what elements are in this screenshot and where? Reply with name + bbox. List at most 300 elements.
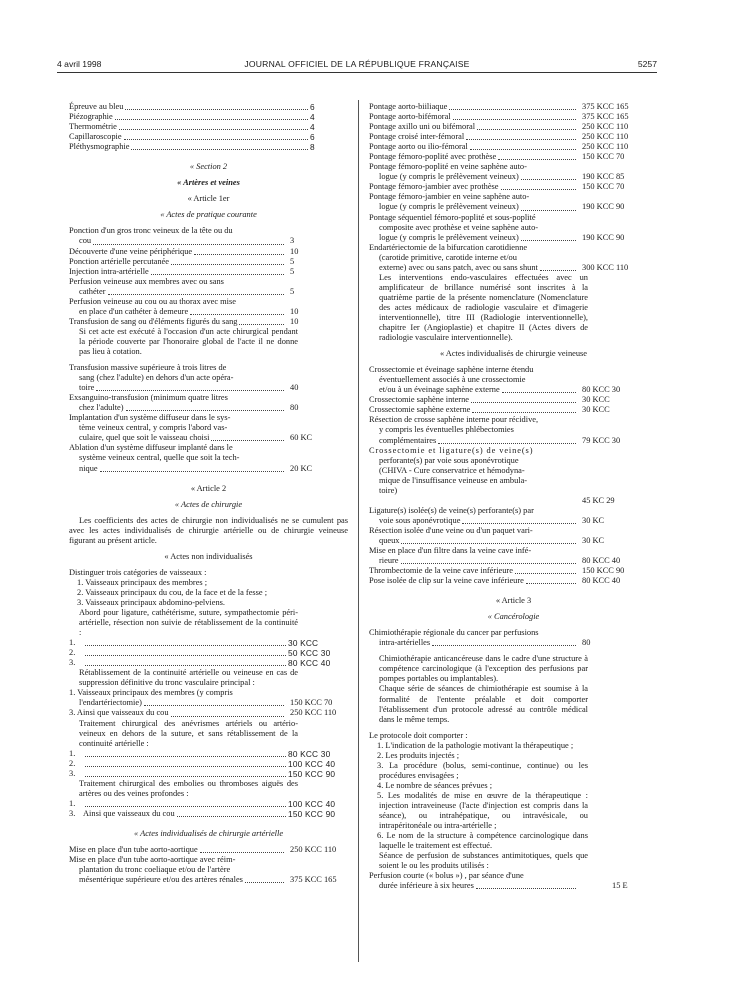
dotted-leader <box>108 294 285 295</box>
entry-last-line <box>369 395 578 405</box>
table-entry <box>69 648 348 658</box>
entry-text-line: Mise en place d'un tube aorto-aortique avec réim- <box>69 855 236 865</box>
entry-value: 300 KCC 110 <box>582 262 629 272</box>
table-entry <box>369 628 658 648</box>
entry-text-line: Injection intra-artérielle <box>69 266 149 276</box>
dotted-leader <box>194 254 284 255</box>
table-entry <box>69 267 348 277</box>
entry-last-line <box>369 172 578 182</box>
header-page-number: 5257 <box>637 59 657 69</box>
entry-text-line: Thrombectomie de la veine cave inférieure <box>369 566 513 576</box>
dotted-leader <box>177 816 286 817</box>
entry-last-line <box>369 566 578 576</box>
entry-text-line: complémentaires <box>379 435 437 445</box>
entry-number: 2. <box>69 758 76 768</box>
table-entry <box>369 365 658 395</box>
entry-last-line <box>369 132 578 142</box>
entry-last-line <box>69 845 286 855</box>
dotted-leader <box>476 888 576 889</box>
dotted-leader <box>540 270 576 271</box>
entry-value: 10 <box>290 316 299 326</box>
abord-entries <box>69 638 348 668</box>
entry-text-line: Endartériectomie de la bifurcation carotidienne <box>369 242 528 252</box>
entry-text-line: Pontage fémoro-poplité en veine saphène auto- <box>369 162 527 172</box>
entry-number: 2. <box>69 648 76 658</box>
dotted-leader <box>471 402 576 403</box>
pratique-courante-heading: « Actes de pratique courante <box>160 210 257 220</box>
table-entry <box>69 749 348 759</box>
dotted-leader <box>85 776 286 777</box>
list-item: 2. Les produits injectés ; <box>377 750 460 760</box>
entry-text-line: en place d'un cathéter à demeure <box>79 306 189 316</box>
entry-last-line <box>69 875 286 885</box>
entry-value: 5 <box>290 266 295 276</box>
table-entry <box>369 405 658 415</box>
entry-value: 10 <box>290 246 299 256</box>
dotted-leader <box>432 645 576 646</box>
entry-text-line: Implantation d'un système diffuseur dans le sys- <box>69 413 231 423</box>
entry-value: 80 <box>582 638 591 648</box>
entry-text-line: logue (y compris le prélèvement veineux) <box>379 202 519 212</box>
entry-last-line <box>69 287 286 297</box>
entry-text-line: culaire, quel que soit le vaisseau choisi <box>79 433 210 443</box>
dotted-leader <box>438 443 576 444</box>
entry-text-line: sang (chez l'adulte) en dehors d'un acte opéra- <box>79 373 234 383</box>
chiva-text-line: Crossectomie et ligature(s) de veine(s) <box>369 445 534 455</box>
entry-last-line <box>369 202 578 212</box>
entry-text-line: 3. Ainsi que vaisseaux du cou <box>69 708 169 718</box>
entry-value: 30 KCC <box>582 395 610 405</box>
entry-value: 40 <box>290 383 299 393</box>
dotted-leader <box>171 264 284 265</box>
list-item: 2. Vaisseaux principaux du cou, de la face et de la fesse ; <box>77 587 268 597</box>
entry-value: 6 <box>310 102 315 112</box>
entry-value: 190 KCC 85 <box>582 172 625 182</box>
dotted-leader <box>521 240 576 241</box>
entry-last-line <box>69 383 286 393</box>
protocole-items <box>369 741 658 852</box>
entry-last-line <box>369 405 578 415</box>
entry-text-line: Transfusion de sang ou d'éléments figurés du sang <box>69 316 238 326</box>
table-entry <box>69 855 348 885</box>
table-entry <box>369 162 658 182</box>
entry-text-line: l'endartériectomie) <box>79 698 142 708</box>
entry-text-line: et/ou à un éveinage saphène externe <box>379 385 500 395</box>
entry-text-line: Pontage axillo uni ou bifémoral <box>369 122 476 132</box>
entry-value: 100 KCC 40 <box>288 758 336 769</box>
entry-last-line <box>369 112 578 122</box>
table-entry <box>69 845 348 855</box>
table-entry <box>69 277 348 297</box>
entry-text-line: 1. Vaisseaux principaux des membres (y compris <box>69 688 233 698</box>
entry-last-line <box>369 556 578 566</box>
entry-last-line <box>69 236 286 246</box>
entry-value: 250 KCC 110 <box>582 142 629 152</box>
entry-value: 375 KCC 165 <box>582 112 629 122</box>
entry-value: 190 KCC 90 <box>582 202 625 212</box>
list-item: 4. Le nombre de séances prévues ; <box>377 780 493 790</box>
entry-text-line: Ponction d'un gros tronc veineux de la tête ou du <box>69 226 233 236</box>
entry-text-line: cathéter <box>79 286 106 296</box>
chiva-text-line: toire) <box>379 485 398 495</box>
right-column <box>369 102 658 891</box>
entry-value: 150 KCC 90 <box>288 768 336 779</box>
table-entry <box>69 363 348 393</box>
list-item: 3. Vaisseaux principaux abdomino-pelviens. <box>77 597 226 607</box>
table-entry <box>369 122 658 132</box>
entry-text-line: Pontage aorto-biiliaque <box>369 102 448 111</box>
cancerologie-heading: « Cancérologie <box>487 612 540 622</box>
dotted-leader <box>85 806 286 807</box>
dotted-leader <box>171 716 284 717</box>
entry-text: Pléthysmographie <box>69 142 130 152</box>
entry-number: 1. <box>69 748 76 758</box>
dotted-leader <box>85 645 286 646</box>
entry-text-line: Crossectomie saphène externe <box>369 405 471 415</box>
dotted-leader <box>526 583 576 584</box>
entry-last-line <box>69 317 286 327</box>
dotted-leader <box>477 129 576 130</box>
entry-last-line <box>69 464 286 474</box>
arteres-veines-heading: « Artères et veines <box>177 178 240 188</box>
entry-text-line: Perfusion courte (« bolus ») , par séance d'une <box>369 871 524 881</box>
dotted-leader <box>449 109 576 110</box>
entry-value: 150 KCC 70 <box>290 698 333 708</box>
entry-value: 250 KCC 110 <box>582 132 629 142</box>
table-entry <box>369 415 658 445</box>
left-column <box>69 102 348 885</box>
entry-text-line: Pose isolée de clip sur la veine cave inférieure <box>369 576 524 586</box>
entry-value: 5 <box>290 256 295 266</box>
pratique-entries-2 <box>69 363 348 474</box>
coefficients-paragraph: Les coefficients des actes de chirurgie non individualisés ne se cumulent pas avec les actes individualisés de chirurgie artérielle ou de chirurgie veineuse figurant au présent article. <box>69 515 348 545</box>
dotted-leader <box>85 756 286 757</box>
entry-value: 60 KC <box>290 433 313 443</box>
entry-text-line: durée inférieure à six heures <box>379 881 474 891</box>
dotted-leader <box>521 210 576 211</box>
entry-text-line: Pontage fémoro-jambier avec prothèse <box>369 182 499 192</box>
dotted-leader <box>93 244 284 245</box>
dotted-leader <box>200 852 284 853</box>
table-entry <box>369 526 658 546</box>
entry-text-line: Résection isolée d'une veine ou d'un paquet vari- <box>369 525 533 535</box>
entry-text-line: Pontage fémoro-poplité avec prothèse <box>369 152 497 162</box>
table-entry <box>369 395 658 405</box>
entry-number: 1. <box>69 638 76 648</box>
section-2-heading: « Section 2 <box>189 162 228 172</box>
article-2-heading: « Article 2 <box>190 483 227 493</box>
entry-text-line: Pontage fémoro-jambier en veine saphène auto- <box>369 192 530 202</box>
article-1-heading: « Article 1er <box>187 194 230 204</box>
table-entry <box>369 142 658 152</box>
dotted-leader <box>211 440 284 441</box>
table-entry <box>69 226 348 246</box>
seance-paragraph: Séance de perfusion de substances antimitotiques, quels que soient le ou les produits utilisés : <box>379 851 588 871</box>
list-item: 3. La procédure (bolus, semi-continue, continue) ou les procédures envisagées ; <box>377 760 588 780</box>
dotted-leader <box>126 410 284 411</box>
dotted-leader <box>85 655 286 656</box>
entry-text: Thermométrie <box>69 122 117 132</box>
entry-value: 50 KCC 30 <box>288 648 331 659</box>
entry-text: Épreuve au bleu <box>69 102 124 111</box>
chiva-value: 45 KC 29 <box>582 495 615 505</box>
chirurgie-veineuse-entries-2 <box>369 506 658 586</box>
entry-text-line: cou <box>79 236 92 246</box>
entry-number: 3. <box>69 658 76 668</box>
chirurgie-arterielle-entries <box>69 845 348 885</box>
entry-value: 80 KCC 40 <box>288 658 331 669</box>
entry-text-line: Pontage aorto-bifémoral <box>369 112 451 122</box>
entry-text-line: mésentérique supérieure et/ou des artères rénales <box>79 875 243 885</box>
chiva-text-line: mique de l'insuffisance veineuse en ambula- <box>379 475 528 485</box>
chirurgie-veineuse-heading: « Actes individualisés de chirurgie veineuse <box>439 349 588 359</box>
dotted-leader <box>502 392 576 393</box>
entry-last-line <box>69 708 286 718</box>
entry-value: 80 KCC 40 <box>582 556 621 566</box>
entry-last-line <box>369 182 578 192</box>
retablissement-paragraph: Rétablissement de la continuité artérielle ou veineuse en cas de suppression définitive du tronc vasculaire principal : <box>79 668 298 688</box>
column-divider <box>358 100 359 962</box>
table-entry <box>69 122 348 132</box>
perfusion-courte-entry <box>369 871 658 891</box>
interventions-paragraph: Les interventions endo-vasculaires effectuées avec un amplificateur de brillance numérisé sont inscrites à la quatrième partie de la présente nomenclature (Nomenclature des actes médicaux de radiologie vasculaire et d'imagerie interventionnelle), titre III (Radiologie interventionnelle), chapitre Ier (Angioplastie) et chapitre II (Actes divers de radiologie vasculaire interventionnelle). <box>379 272 588 343</box>
pontage-entries <box>369 102 658 273</box>
entry-value: 250 KCC 110 <box>290 708 337 718</box>
table-entry <box>369 102 658 112</box>
article-3-heading: « Article 3 <box>495 596 532 606</box>
entry-value: 100 KCC 40 <box>288 798 336 809</box>
entry-last-line <box>369 263 578 273</box>
entry-text-line: logue (y compris le prélèvement veineux) <box>379 172 519 182</box>
dotted-leader <box>85 766 286 767</box>
table-entry <box>369 871 658 891</box>
entry-text-line: logue (y compris le prélèvement veineux) <box>379 232 519 242</box>
entry-value: 30 KCC <box>288 638 319 649</box>
retablissement-entries <box>69 688 348 718</box>
entry-value: 30 KCC <box>582 405 610 415</box>
entry-text-line: Pontage croisé inter-fémoral <box>369 132 465 142</box>
entry-value: 150 KCC 90 <box>288 808 336 819</box>
table-entry <box>369 576 658 586</box>
anevrismes-entries <box>69 749 348 779</box>
entry-last-line <box>69 403 286 413</box>
table-entry <box>69 443 348 473</box>
list-item: 6. Le nom de la structure à compétence carcinologique dans laquelle le traitement est effectué. <box>377 831 588 851</box>
table-entry <box>69 708 348 718</box>
dotted-leader <box>115 119 308 120</box>
dotted-leader <box>100 471 284 472</box>
entry-number: 1. <box>69 798 76 808</box>
entry-value: 5 <box>290 286 295 296</box>
entry-text-line: éventuellement associés à une crossectomie <box>379 375 526 385</box>
entry-text-line: Résection de crosse saphène interne pour récidive, <box>369 415 539 425</box>
entry-text-line: Chimiothérapie régionale du cancer par perfusions <box>369 628 539 638</box>
entry-text-line: queux <box>379 535 400 545</box>
entry-text-line: Exsanguino-transfusion (minimum quatre litres <box>69 393 228 403</box>
entry-text-line: Ablation d'un système diffuseur implanté dans le <box>69 443 233 453</box>
table-entry <box>69 257 348 267</box>
entry-text: Piézographie <box>69 112 113 122</box>
entry-text-line: Transfusion massive supérieure à trois litres de <box>69 363 227 373</box>
entry-last-line <box>369 536 578 546</box>
entry-text-line: plantation du tronc coeliaque et/ou de l'artère <box>79 865 231 875</box>
embolies-paragraph: Traitement chirurgical des embolies ou thromboses aiguës des artères ou des veines profondes : <box>79 778 298 798</box>
chiva-text-line: perforante(s) par voie sous aponévrotique <box>379 455 519 465</box>
table-entry <box>69 297 348 317</box>
entry-value: 250 KCC 110 <box>582 122 629 132</box>
entry-text-line: chez l'adulte) <box>79 403 124 413</box>
non-individualises-heading: « Actes non individualisés <box>164 551 253 561</box>
entry-value: 80 <box>290 403 299 413</box>
dotted-leader <box>472 412 576 413</box>
dotted-leader <box>239 324 284 325</box>
table-entry <box>69 317 348 327</box>
chirurgie-heading: « Actes de chirurgie <box>174 499 243 509</box>
entry-text-line: Pontage aorto ou ilio-fémoral <box>369 142 468 152</box>
entry-last-line <box>69 698 286 708</box>
dotted-leader <box>144 705 284 706</box>
dotted-leader <box>501 189 576 190</box>
entry-number: 3. <box>69 808 76 818</box>
table-entry <box>369 243 658 273</box>
si-cet-acte-paragraph: Si cet acte est exécuté à l'occasion d'un acte chirurgical pendant la période couverte par l'honoraire global de l'acte il ne donne pas lieu à cotation. <box>79 326 298 356</box>
dotted-leader <box>125 109 308 110</box>
entry-last-line <box>369 122 578 132</box>
table-entry <box>369 213 658 243</box>
list-item: 5. Les modalités de mise en œuvre de la thérapeutique : injection intraveineuse (l'acte d'injection est compris dans la séance), ou intrahépatique, ou intravésicale, ou intrapéritonéale ou intra-artérielle ; <box>377 790 588 831</box>
distinguer-text: Distinguer trois catégories de vaisseaux : <box>69 567 207 577</box>
chiva-text-line: (CHIVA - Cure conservatrice et hémodyna- <box>379 465 525 475</box>
entry-value: 190 KCC 90 <box>582 232 625 242</box>
dotted-leader <box>498 159 576 160</box>
dotted-leader <box>85 665 286 666</box>
abord-paragraph: Abord pour ligature, cathétérisme, suture, sympathectomie péri-artérielle, résection non suivie de rétablissement de la continuité : <box>79 608 298 638</box>
entry-last-line <box>369 233 578 243</box>
entry-last-line <box>369 516 578 526</box>
table-entry <box>69 759 348 769</box>
entry-last-line <box>369 385 578 395</box>
entry-value: 30 KC <box>582 515 605 525</box>
dotted-leader <box>119 129 308 130</box>
entry-text-line: Crossectomie et éveinage saphène interne étendu <box>369 365 534 375</box>
entry-text: Ainsi que vaisseaux du cou <box>83 808 175 818</box>
entry-text-line: Crossectomie saphène interne <box>369 395 470 405</box>
entry-text: Capillaroscopie <box>69 132 122 142</box>
entry-text-line: y compris les éventuelles phlébectomies <box>379 425 514 435</box>
table-entry <box>369 132 658 142</box>
dotted-leader <box>245 882 284 883</box>
header-title: JOURNAL OFFICIEL DE LA RÉPUBLIQUE FRANÇAISE <box>244 59 470 69</box>
chimio-anticancereuse-paragraph: Chimiothérapie anticancéreuse dans le cadre d'une structure à compétence carcinologique (à l'exception des perfusions par pompes portables ou implantables). <box>379 654 588 684</box>
entry-value: 15 E <box>612 881 628 891</box>
entry-value: 4 <box>310 122 315 133</box>
table-entry <box>369 506 658 526</box>
dotted-leader <box>470 149 576 150</box>
entry-text-line: Ponction artérielle percutanée <box>69 256 169 266</box>
table-entry <box>369 546 658 566</box>
vaisseaux-list <box>69 578 348 608</box>
anevrismes-paragraph: Traitement chirurgical des anévrismes artériels ou artério-veineux en dehors de la suture, et sans rétablissement de la continuité artérielle : <box>79 718 298 748</box>
dotted-leader <box>190 314 284 315</box>
entry-text-line: Découverte d'une veine périphérique <box>69 246 193 256</box>
list-item: 1. Vaisseaux principaux des membres ; <box>77 577 208 587</box>
entry-value: 150 KCC 70 <box>582 182 625 192</box>
entry-text-line: toire <box>79 383 95 393</box>
list-item: 1. L'indication de la pathologie motivant la thérapeutique ; <box>377 740 574 750</box>
entry-text-line: Mise en place d'un filtre dans la veine cave infé- <box>369 545 532 555</box>
entry-text-line: rieure <box>379 556 399 566</box>
dotted-leader <box>401 563 576 564</box>
table-entry <box>369 112 658 122</box>
table-entry <box>69 638 348 648</box>
entry-value: 10 <box>290 306 299 316</box>
dotted-leader <box>515 573 576 574</box>
entry-last-line <box>369 102 578 112</box>
table-entry <box>69 247 348 257</box>
top-entries <box>69 102 348 152</box>
entry-text-line: (carotide primitive, carotide interne et/ou <box>379 252 517 262</box>
entry-text-line: Perfusion veineuse au cou ou au thorax avec mise <box>69 296 236 306</box>
entry-value: 375 KCC 165 <box>582 102 629 111</box>
chiva-entry <box>369 446 658 506</box>
entry-last-line <box>369 436 578 446</box>
entry-text-line: système veineux central, quelle que soit la tech- <box>79 453 240 463</box>
table-entry <box>369 152 658 162</box>
dotted-leader <box>401 543 576 544</box>
table-entry <box>69 413 348 443</box>
entry-number: 3. <box>69 768 76 778</box>
dotted-leader <box>466 139 576 140</box>
embolies-entries <box>69 799 348 819</box>
entry-value: 150 KCC 90 <box>582 566 625 576</box>
table-entry <box>69 769 348 779</box>
entry-text-line: composite avec prothèse et veine saphène auto- <box>379 222 539 232</box>
protocole-text: Le protocole doit comporter : <box>369 730 468 740</box>
entry-value: 250 KCC 110 <box>290 845 337 855</box>
table-entry <box>69 132 348 142</box>
page-header <box>57 59 657 73</box>
pratique-entries <box>69 226 348 326</box>
entry-value: 30 KC <box>582 535 605 545</box>
entry-text-line: Mise en place d'un tube aorto-aortique <box>69 845 198 855</box>
entry-value: 20 KC <box>290 463 313 473</box>
entry-last-line <box>369 152 578 162</box>
dotted-leader <box>151 274 284 275</box>
entry-last-line <box>69 267 286 277</box>
entry-last-line <box>369 142 578 152</box>
chirurgie-veineuse-entries <box>369 365 658 445</box>
entry-value: 4 <box>310 112 315 123</box>
entry-text-line: Pontage séquentiel fémoro-poplité et sous-poplité <box>369 212 536 222</box>
table-entry <box>69 799 348 809</box>
entry-value: 8 <box>310 142 315 153</box>
table-entry <box>369 182 658 192</box>
entry-text-line: tème veineux central, y compris l'abord vas- <box>79 423 228 433</box>
entry-value: 80 KCC 30 <box>288 748 331 759</box>
dotted-leader <box>131 149 308 150</box>
table-entry <box>69 142 348 152</box>
chimiotherapie-regionale-entry <box>369 628 658 648</box>
table-entry <box>69 112 348 122</box>
entry-last-line <box>369 576 578 586</box>
entry-text-line: externe) avec ou sans patch, avec ou sans shunt <box>379 262 538 272</box>
entry-last-line <box>69 247 286 257</box>
entry-value: 150 KCC 70 <box>582 152 625 162</box>
entry-text-line: intra-artérielles <box>379 638 431 648</box>
header-date: 4 avril 1998 <box>57 59 102 69</box>
entry-value: 80 KCC 40 <box>582 576 621 586</box>
dotted-leader <box>453 119 576 120</box>
